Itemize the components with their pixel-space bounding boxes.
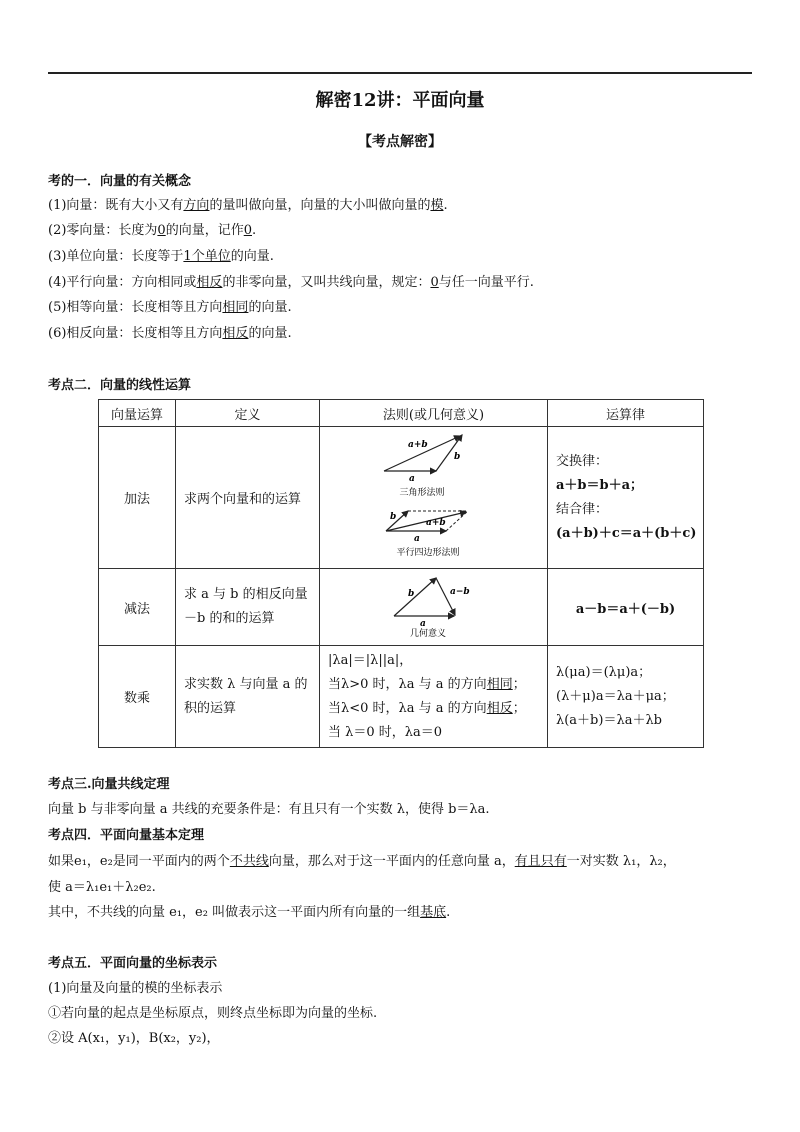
label-a-sub: a: [419, 619, 426, 629]
text: 的向量.: [248, 300, 292, 315]
text: 的非零向量，又叫共线向量，规定：: [222, 275, 431, 290]
label-b-sub: b: [407, 589, 414, 599]
op-def-add: 求两个向量和的运算: [176, 427, 320, 569]
text: 的量叫做向量，向量的大小叫做向量的: [209, 198, 431, 213]
label-apb2: a+b: [425, 517, 446, 528]
text: 的向量.: [248, 326, 292, 341]
sec5-line3: ②设 A(x₁，y₁)，B(x₂，y₂)，: [48, 1031, 220, 1046]
concept-item: [48, 222, 256, 240]
concept-item: [48, 299, 292, 317]
sec4-line1: [48, 853, 676, 871]
def-line: －b 的和的运算: [184, 611, 275, 626]
underlined-term: 0: [430, 275, 439, 290]
rule-text: ；: [512, 676, 526, 692]
law-line: (a＋b)＋c＝a＋(b＋c): [556, 525, 697, 541]
mul-rule-cell: [320, 646, 548, 748]
rule-text: 当λ<0 时，λa 与 a 的方向: [328, 700, 487, 716]
addition-diagram: [374, 431, 494, 561]
def-line: 积的运算: [184, 700, 237, 716]
sec5-line2: ①若向量的起点是坐标原点，则终点坐标即为向量的坐标.: [48, 1006, 378, 1021]
rule-line: |λa|＝|λ||a|，: [328, 652, 413, 668]
sec3-text: 向量 b 与非零向量 a 共线的充要条件是：有且只有一个实数 λ，使得 b＝λa.: [48, 802, 490, 817]
underlined-term: 相反: [196, 275, 223, 290]
op-def-mul: [176, 646, 320, 748]
op-def-sub: [176, 569, 320, 646]
underlined-term: 相同: [486, 676, 513, 692]
law-line: 结合律：: [556, 501, 609, 517]
underlined-term: 相同: [222, 300, 249, 315]
underlined-term: 有且只有: [514, 854, 567, 869]
underlined-term: 模: [430, 198, 444, 213]
text: (6)相反向量：长度相等且方向: [48, 326, 223, 341]
col-header: 向量运算: [99, 400, 176, 427]
text: (2)零向量：长度为: [48, 223, 158, 238]
op-name-sub: 减法: [99, 569, 176, 646]
label-amb: a−b: [449, 587, 470, 597]
law-add: [548, 427, 704, 569]
text: (5)相等向量：长度相等且方向: [48, 300, 223, 315]
page-title: 解密12讲：平面向量: [315, 90, 485, 111]
text: 与任一向量平行.: [438, 275, 534, 290]
concept-item: [48, 197, 448, 215]
text: .: [252, 223, 257, 238]
law-line: (λ＋μ)a＝λa＋μa；: [556, 688, 675, 704]
rule-line: [328, 697, 547, 721]
label-a2: a: [413, 533, 420, 544]
text: 的向量.: [230, 249, 274, 264]
text: .: [443, 198, 448, 213]
rule-line: 当 λ＝0 时，λa＝0: [328, 724, 443, 740]
sec1-heading: 考的一．向量的有关概念: [48, 174, 192, 189]
caption-parallelogram: 平行四边形法则: [395, 547, 460, 558]
text: 如果e₁，e₂是同一平面内的两个: [48, 854, 230, 869]
linear-operations-table: [98, 399, 704, 748]
text: (3)单位向量：长度等于: [48, 249, 184, 264]
law-line: λ(μa)＝(λμ)a；: [556, 664, 652, 680]
text: .: [446, 905, 451, 920]
concept-item: [48, 248, 274, 266]
vector-b-sub: [394, 578, 436, 616]
underlined-term: 1个单位: [183, 249, 231, 264]
col-header: 法则(或几何意义): [320, 400, 548, 427]
label-b: b: [453, 451, 460, 462]
text: 一对实数 λ₁，λ₂，: [566, 854, 676, 869]
op-name-add: 加法: [99, 427, 176, 569]
sec4-heading: 考点四．平面向量基本定理: [48, 828, 205, 843]
caption-triangle: 三角形法则: [398, 487, 445, 498]
underlined-term: 方向: [183, 198, 210, 213]
sub-figure-cell: [320, 569, 548, 646]
col-header: 定义: [176, 400, 320, 427]
text: 向量，那么对于这一平面内的任意向量 a，: [268, 854, 515, 869]
def-line: 求实数 λ 与向量 a 的: [184, 676, 308, 692]
label-b2: b: [389, 511, 396, 522]
law-line: a＋b＝b＋a；: [556, 477, 644, 493]
caption-geometric: 几何意义: [409, 629, 446, 638]
law-mul: [548, 646, 704, 748]
underlined-term: 不共线: [229, 854, 269, 869]
text: 其中，不共线的向量 e₁，e₂ 叫做表示这一平面内所有向量的一组: [48, 905, 421, 920]
rule-text: 当λ>0 时，λa 与 a 的方向: [328, 676, 487, 692]
def-line: 求 a 与 b 的相反向量: [184, 587, 308, 602]
sec5-line1: (1)向量及向量的模的坐标表示: [48, 981, 223, 996]
sec5-heading: 考点五．平面向量的坐标表示: [48, 956, 218, 971]
add-figure-cell: [320, 427, 548, 569]
sec3-heading: 考点三.向量共线定理: [48, 777, 170, 792]
sec2-heading: 考点二．向量的线性运算: [48, 378, 192, 393]
col-header: 运算律: [548, 400, 704, 427]
text: (4)平行向量：方向相同或: [48, 275, 197, 290]
text: 的向量，记作: [165, 223, 244, 238]
underlined-term: 基底: [420, 905, 447, 920]
rule-line: [328, 673, 547, 697]
law-sub: a－b＝a＋(－b): [548, 569, 704, 646]
concept-item: [48, 325, 292, 343]
concept-item: [48, 274, 534, 292]
law-line: 交换律：: [556, 453, 609, 469]
label-apb: a+b: [407, 439, 428, 450]
section-subtitle: 【考点解密】: [358, 134, 442, 150]
sec4-line2: 使 a＝λ₁e₁＋λ₂e₂.: [48, 880, 156, 895]
rule-text: ；: [512, 700, 526, 716]
label-a: a: [408, 473, 415, 484]
law-line: λ(a＋b)＝λa＋λb: [556, 712, 663, 728]
top-rule: [48, 72, 752, 74]
underlined-term: 0: [157, 223, 166, 238]
underlined-term: 相反: [486, 700, 513, 716]
underlined-term: 0: [243, 223, 252, 238]
text: (1)向量：既有大小又有: [48, 198, 184, 213]
sec4-line3: [48, 904, 450, 922]
subtraction-diagram: [384, 572, 484, 638]
op-name-mul: 数乘: [99, 646, 176, 748]
underlined-term: 相反: [222, 326, 249, 341]
